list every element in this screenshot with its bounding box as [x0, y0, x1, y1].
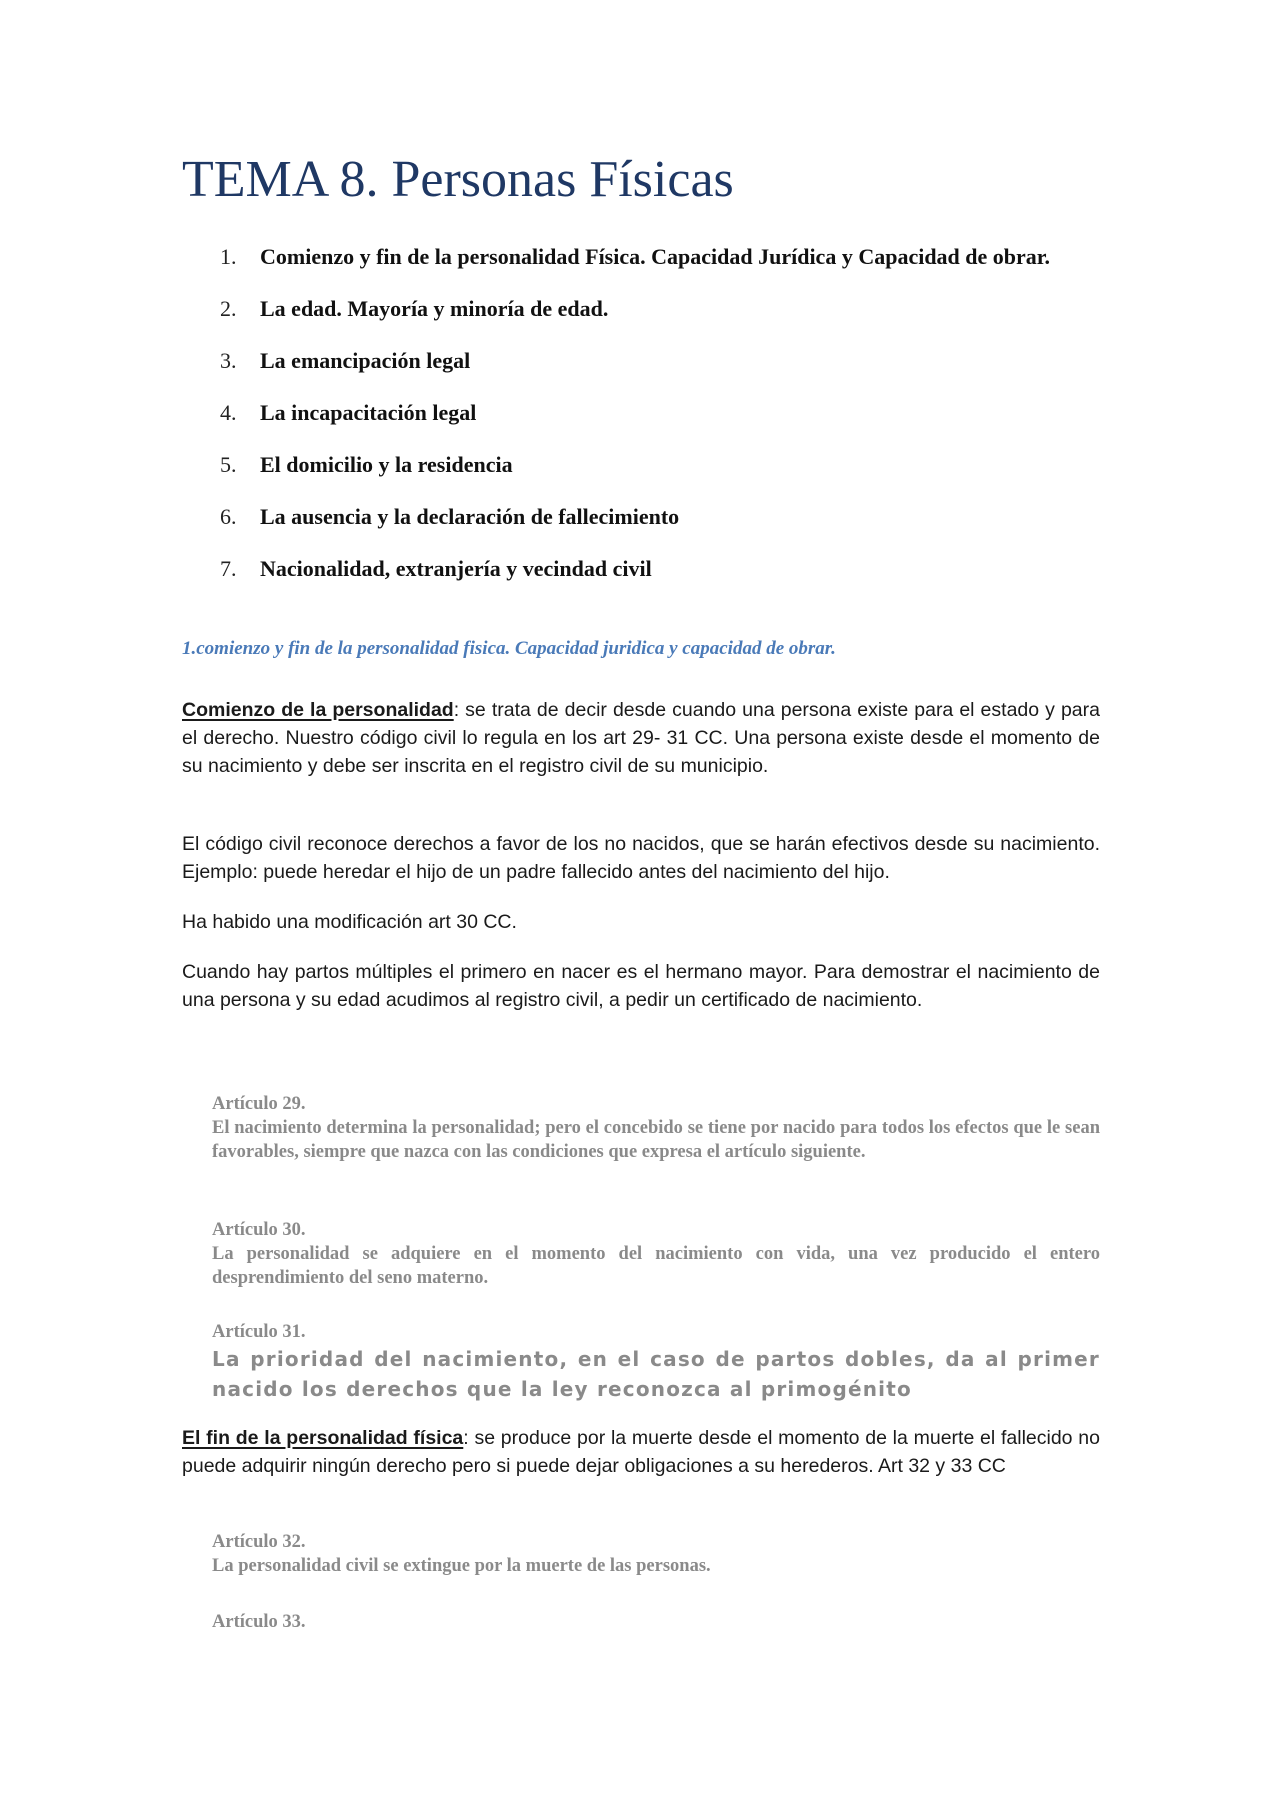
toc-item-number: 4.: [220, 400, 237, 425]
paragraph: Ha habido una modificación art 30 CC.: [182, 911, 517, 933]
legal-article: [212, 1218, 1100, 1290]
paragraph: Cuando hay partos múltiples el primero en nacer es el hermano mayor. Para demostrar el nacimiento de una persona y su edad acudimos al registro civil, a pedir un certificado de nacimiento.: [182, 961, 1100, 1011]
page-title: TEMA 8. Personas Físicas: [182, 151, 734, 208]
article-text: El nacimiento determina la personalidad; pero el concebido se tiene por nacido para todos los efectos que le sean favorables, siempre que nazca con las condiciones que expresa el artículo siguiente.: [212, 1118, 1100, 1162]
toc-item: [182, 450, 1082, 480]
toc-item-text: Comienzo y fin de la personalidad Física. Capacidad Jurídica y Capacidad de obrar.: [260, 244, 1051, 269]
toc-item-number: 2.: [220, 296, 237, 321]
article-heading: Artículo 33.: [212, 1612, 306, 1632]
paragraph-comienzo: [182, 696, 1100, 780]
paragraph: El código civil reconoce derechos a favor de los no nacidos, que se harán efectivos desde su nacimiento. Ejemplo: puede heredar el hijo de un padre fallecido antes del nacimiento del hijo.: [182, 833, 1100, 883]
section-heading: 1.comienzo y fin de la personalidad fisica. Capacidad juridica y capacidad de obrar.: [182, 638, 836, 659]
toc-item-number: 7.: [220, 556, 237, 581]
table-of-contents: [182, 242, 1082, 584]
toc-item-text: La ausencia y la declaración de fallecimiento: [260, 504, 680, 529]
paragraph-text: : se produce por la muerte desde el momento de la muerte el fallecido no puede adquirir ningún derecho pero si puede dejar obligaciones a su herederos. Art 32 y 33 CC: [182, 1427, 1100, 1477]
legal-article: [212, 1610, 1100, 1634]
toc-item-text: La emancipación legal: [260, 348, 471, 373]
article-heading: Artículo 30.: [212, 1220, 306, 1240]
toc-item: [182, 502, 1082, 532]
article-text: La personalidad civil se extingue por la muerte de las personas.: [212, 1556, 711, 1576]
toc-item-text: La incapacitación legal: [260, 400, 477, 425]
toc-item-number: 3.: [220, 348, 237, 373]
toc-item: [182, 294, 1082, 324]
paragraph-lead: Comienzo de la personalidad: [182, 699, 454, 721]
paragraph-fin: [182, 1424, 1100, 1480]
toc-item-text: El domicilio y la residencia: [260, 452, 513, 477]
toc-item-number: 5.: [220, 452, 237, 477]
toc-item: [182, 398, 1082, 428]
legal-article: [212, 1530, 1100, 1578]
article-text: La prioridad del nacimiento, en el caso de partos dobles, da al primer nacido los derechos que la ley reconozca al primogénito: [212, 1347, 1100, 1401]
article-heading: Artículo 31.: [212, 1322, 306, 1342]
toc-item-number: 6.: [220, 504, 237, 529]
paragraph-text: : se trata de decir desde cuando una persona existe para el estado y para el derecho. Nuestro código civil lo regula en los art 29- 31 CC. Una persona existe desde el momento de su nacimiento y debe ser inscrita en el registro civil de su municipio.: [182, 699, 1100, 777]
toc-item-number: 1.: [220, 244, 237, 269]
paragraph-lead: El fin de la personalidad física: [182, 1427, 464, 1449]
toc-item-text: La edad. Mayoría y minoría de edad.: [260, 296, 609, 321]
toc-item: [182, 242, 1082, 272]
legal-article: [212, 1092, 1100, 1164]
legal-article: [212, 1320, 1100, 1404]
toc-item: [182, 554, 1082, 584]
toc-item: [182, 346, 1082, 376]
toc-item-text: Nacionalidad, extranjería y vecindad civil: [260, 556, 652, 581]
article-text: La personalidad se adquiere en el momento del nacimiento con vida, una vez producido el entero desprendimiento del seno materno.: [212, 1244, 1100, 1288]
article-heading: Artículo 29.: [212, 1094, 306, 1114]
article-heading: Artículo 32.: [212, 1532, 306, 1552]
